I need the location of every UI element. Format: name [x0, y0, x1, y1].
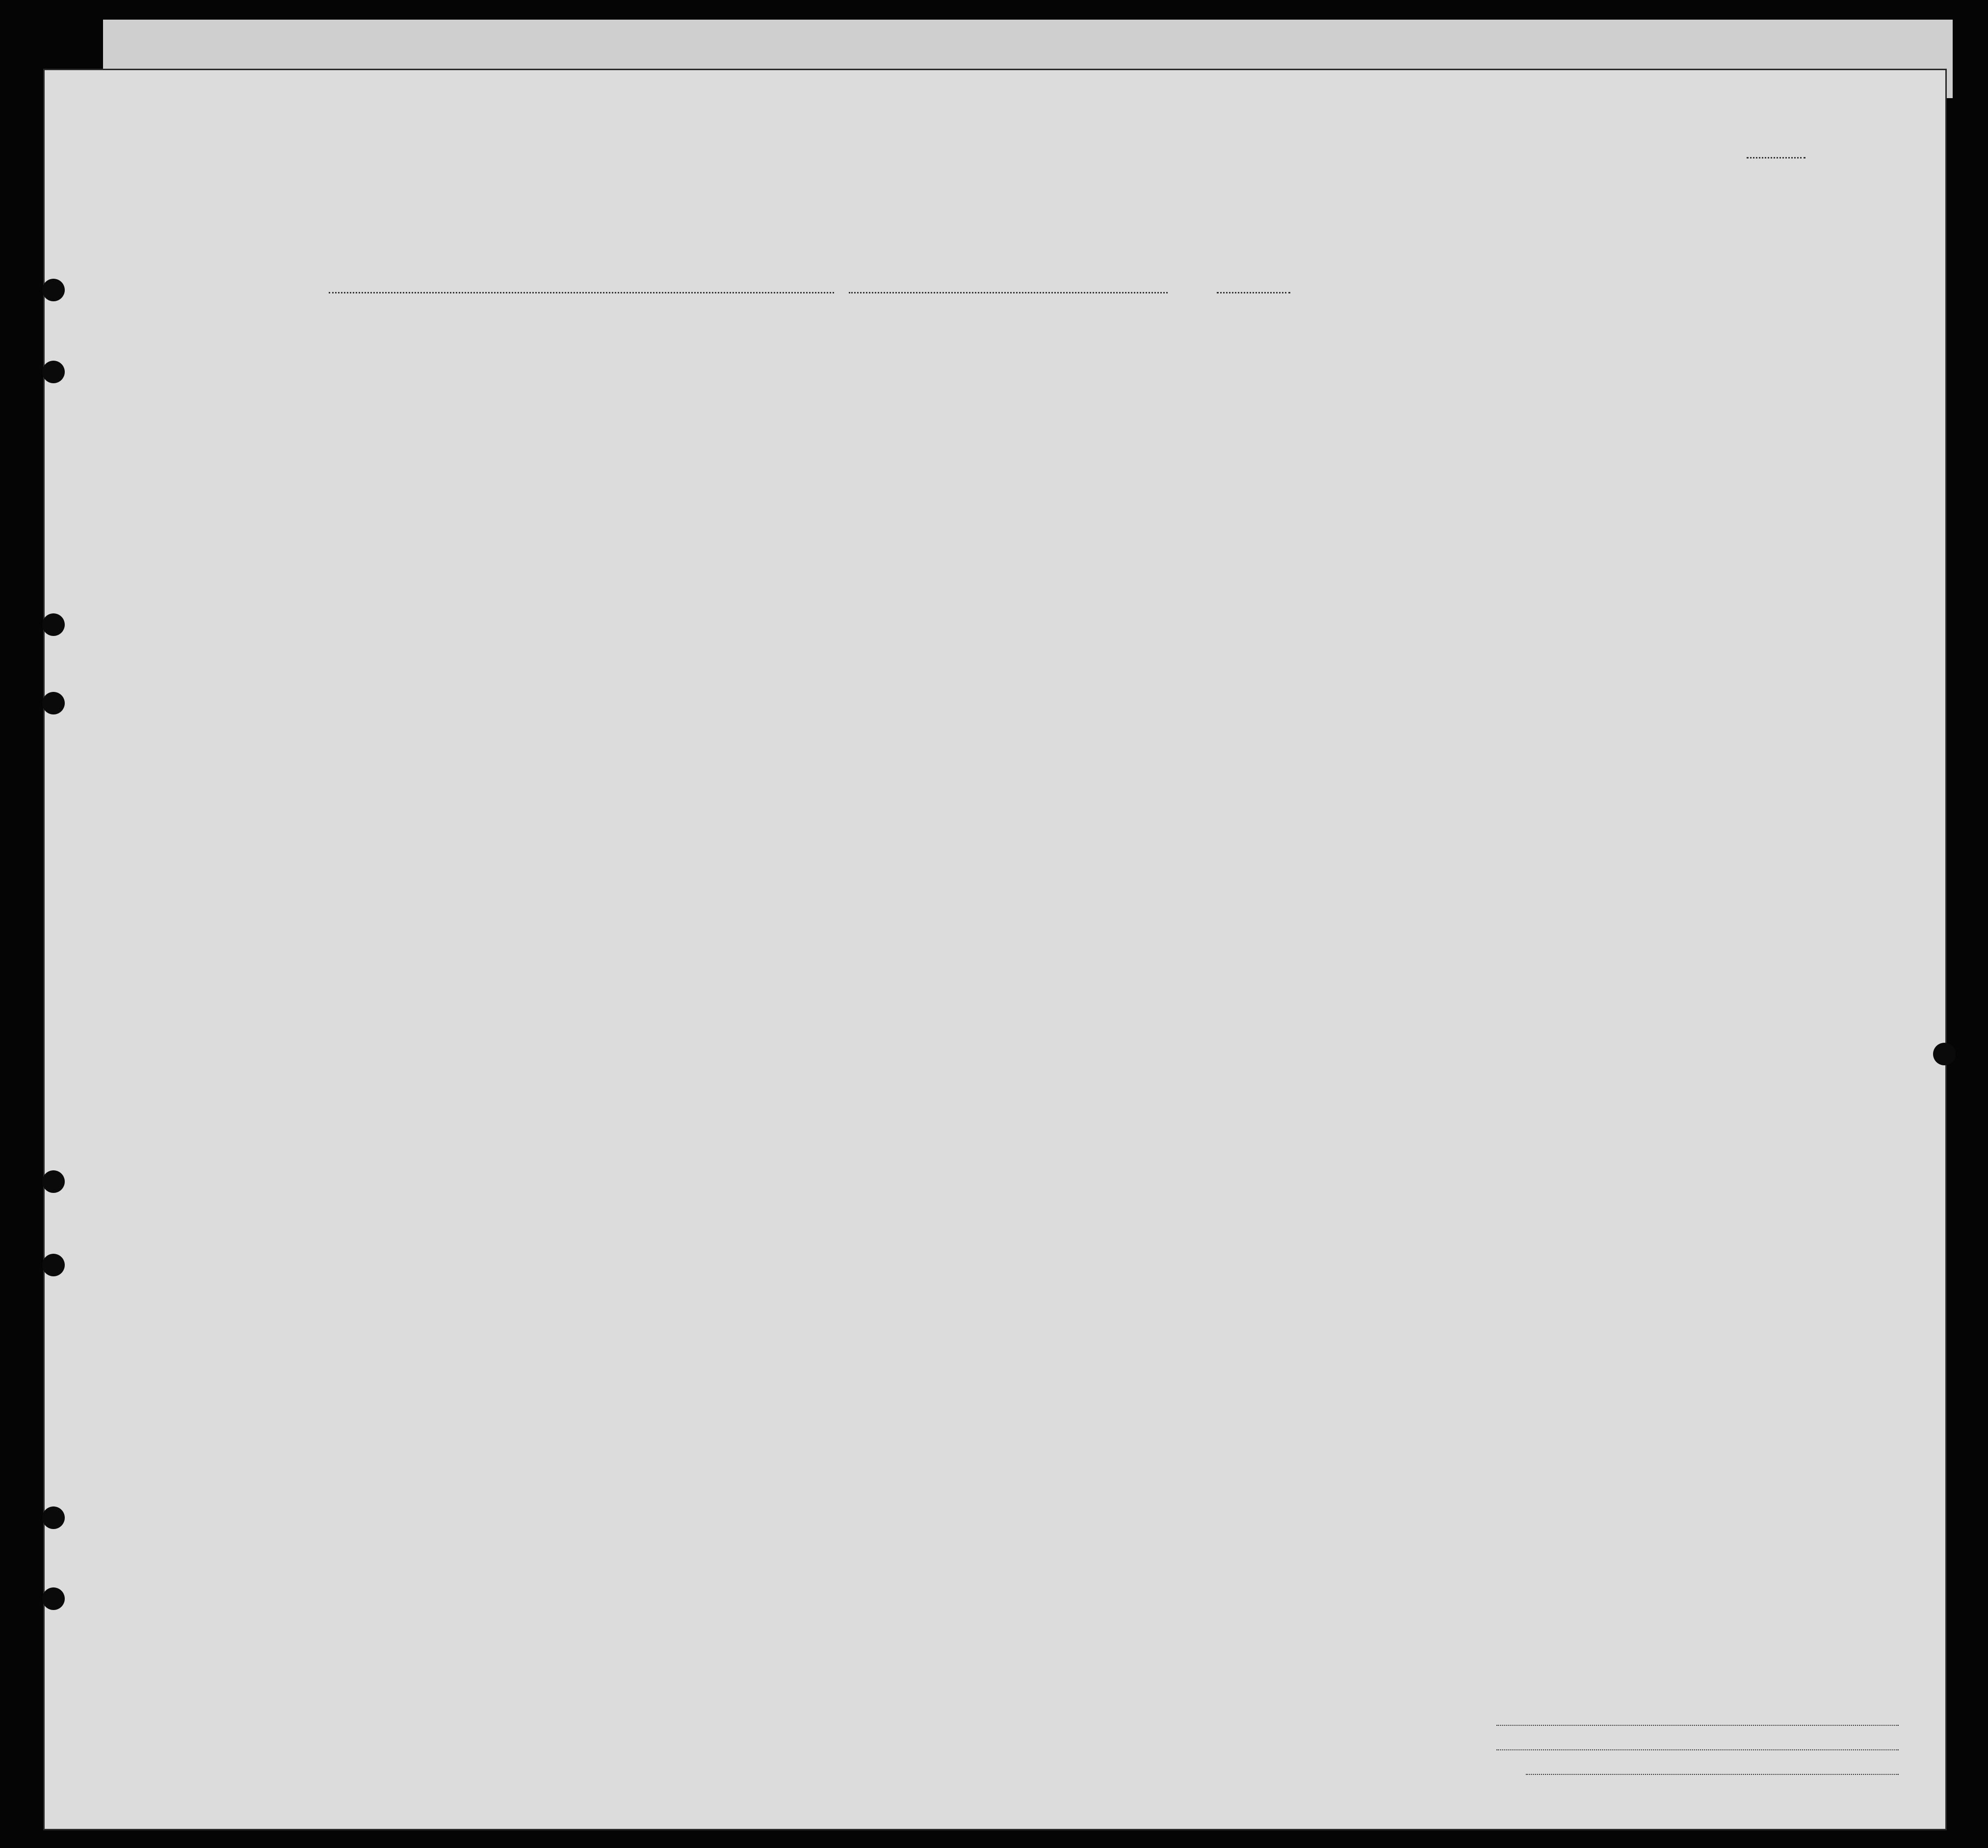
local-agents-field	[1526, 1774, 1899, 1775]
owners-field	[1496, 1749, 1899, 1750]
year-line	[1217, 292, 1290, 293]
list-number-line	[1747, 157, 1805, 158]
punch-hole	[42, 1170, 65, 1193]
line-field	[1496, 1725, 1899, 1726]
punch-hole	[42, 279, 65, 301]
date-line	[849, 292, 1168, 293]
punch-hole	[42, 1587, 65, 1610]
punch-hole	[42, 692, 65, 714]
punch-hole	[42, 1506, 65, 1529]
punch-hole	[42, 361, 65, 383]
manifest-sheet	[43, 69, 1947, 1830]
punch-hole	[42, 613, 65, 636]
punch-hole	[1933, 1043, 1956, 1065]
port-line	[329, 292, 834, 293]
punch-hole	[42, 1254, 65, 1276]
